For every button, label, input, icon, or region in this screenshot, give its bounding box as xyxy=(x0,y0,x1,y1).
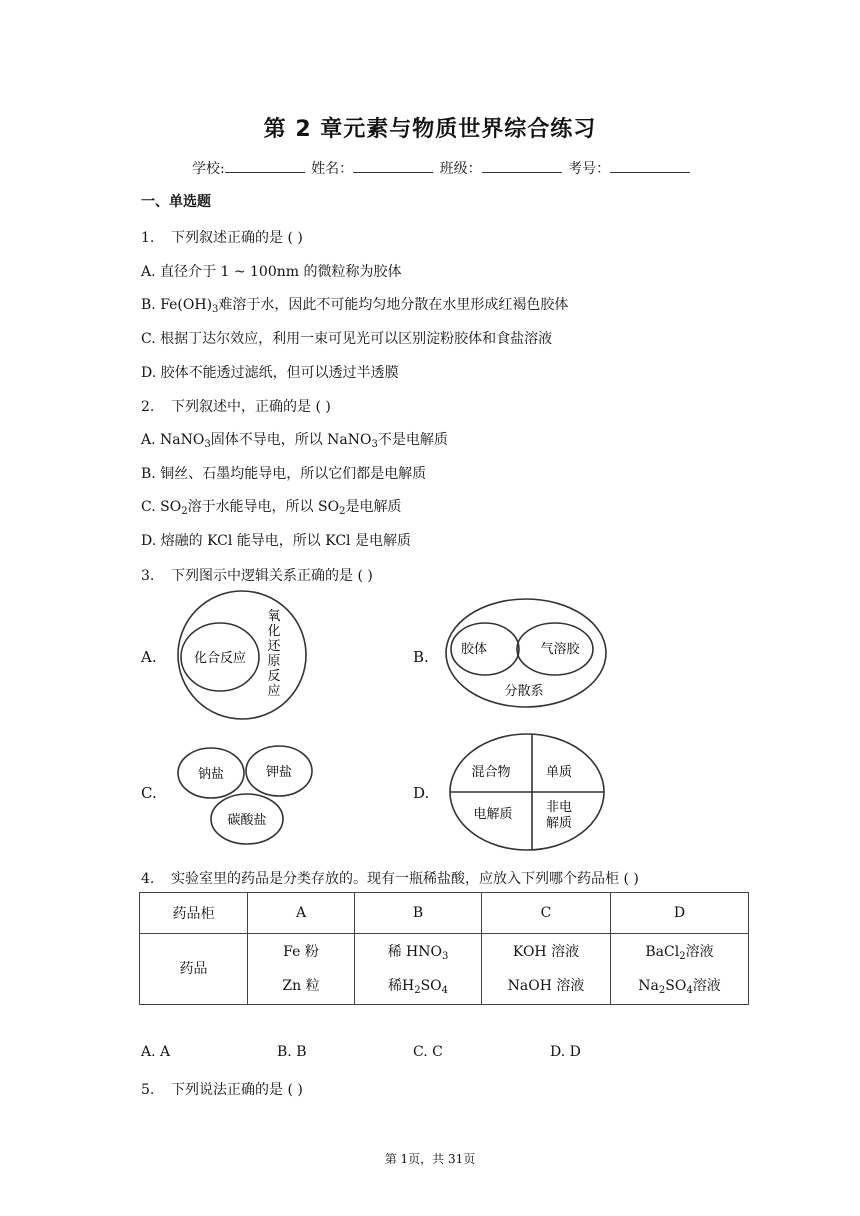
cell-a-2: Zn 粒 xyxy=(282,978,320,994)
page-title: 第 2 章元素与物质世界综合练习 xyxy=(263,117,597,142)
a-outer-char: 还 xyxy=(267,639,281,654)
q4-stem xyxy=(141,868,639,888)
q1-b-sub: 3 xyxy=(212,304,219,315)
a-outer-char: 氧 xyxy=(267,609,281,624)
cell-d-1 xyxy=(612,935,747,969)
section-heading: 一、单选题 xyxy=(141,194,211,210)
name-label: 姓名： xyxy=(311,161,354,177)
q1-number: 1. xyxy=(141,230,155,246)
q1-stem xyxy=(141,227,303,247)
d-bottom-left-label: 电解质 xyxy=(473,807,513,822)
q2-a-sub2: 3 xyxy=(371,439,378,450)
d1-sub: 2 xyxy=(679,951,686,962)
q1-b-post: 难溶于水，因此不可能均匀地分散在水里形成红褐色胶体 xyxy=(218,297,569,313)
cell-c-2: NaOH 溶液 xyxy=(507,978,585,994)
b-outer-label: 分散系 xyxy=(504,684,544,699)
d-top-right-label: 单质 xyxy=(545,765,573,780)
table-row xyxy=(140,934,749,1005)
class-blank xyxy=(482,159,562,173)
q5-stem xyxy=(141,1079,303,1099)
a-outer-char: 反 xyxy=(267,669,281,684)
header-cell: C xyxy=(482,893,611,934)
cell-a xyxy=(248,934,355,1005)
q3-diagram-d xyxy=(446,730,610,856)
d2-post: 溶液 xyxy=(692,978,721,994)
d-top-left-label: 混合物 xyxy=(471,765,511,780)
cell-b-1 xyxy=(356,935,480,969)
q4-option-d: D. D xyxy=(550,1044,581,1060)
d1-post: 溶液 xyxy=(685,944,714,960)
cabinet-table xyxy=(139,892,749,1005)
cell-d-2 xyxy=(612,969,747,1003)
q2-stem xyxy=(141,396,331,416)
q4-number: 4. xyxy=(141,871,155,887)
q2-option-a xyxy=(141,429,448,449)
cell-c-1: KOH 溶液 xyxy=(512,944,580,960)
table-header-row xyxy=(140,893,749,934)
number-blank xyxy=(610,159,690,173)
q2-option-c xyxy=(141,496,401,516)
q1-stem-text: 下列叙述正确的是 ( ) xyxy=(171,230,303,246)
c-label-2: 钾盐 xyxy=(265,765,293,780)
b1-sub: 3 xyxy=(442,951,449,962)
school-blank xyxy=(225,159,305,173)
header-cell: 药品柜 xyxy=(140,893,248,934)
q2-c-part3: 是电解质 xyxy=(345,499,402,515)
q4-option-b: B. B xyxy=(277,1044,307,1060)
page-footer: 第 1页，共 31页 xyxy=(384,1152,476,1166)
q1-option-a: A. 直径介于 1 ~ 100nm 的微粒称为胶体 xyxy=(141,264,402,280)
a-outer-char: 化 xyxy=(267,624,281,639)
b1-text: 稀 HNO xyxy=(387,944,442,960)
number-label: 考号： xyxy=(568,161,611,177)
q3-label-d: D. xyxy=(413,784,430,802)
q2-number: 2. xyxy=(141,399,155,415)
q3-diagram-b xyxy=(443,596,611,712)
q5-number: 5. xyxy=(141,1082,155,1098)
b-right-label: 气溶胶 xyxy=(540,642,580,657)
b2-mid: SO xyxy=(420,978,442,994)
c-label-1: 钠盐 xyxy=(197,767,225,782)
q3-stem-text: 下列图示中逻辑关系正确的是 ( ) xyxy=(171,568,373,584)
class-label: 班级： xyxy=(439,161,482,177)
row-label-cell: 药品 xyxy=(140,934,248,1005)
q1-b-pre: B. Fe(OH) xyxy=(141,297,213,313)
b2-text: 稀H xyxy=(387,978,415,994)
d-bottom-right-label-1: 非电 xyxy=(545,800,573,815)
student-info-line xyxy=(192,158,692,178)
q2-a-part1: A. NaNO xyxy=(141,432,205,448)
q2-c-part1: C. SO xyxy=(141,499,182,515)
cell-b-2 xyxy=(356,969,480,1003)
q2-a-part2: 固体不导电，所以 NaNO xyxy=(210,432,372,448)
q1-option-b xyxy=(141,294,568,314)
name-blank xyxy=(353,159,433,173)
a-outer-char: 原 xyxy=(267,654,281,669)
q3-label-b: B. xyxy=(413,648,429,666)
q3-stem xyxy=(141,565,373,585)
d2-sub1: 2 xyxy=(658,985,666,996)
cell-b xyxy=(355,934,482,1005)
q5-stem-text: 下列说法正确的是 ( ) xyxy=(171,1082,303,1098)
d2-mid: SO xyxy=(665,978,687,994)
q2-c-sub2: 2 xyxy=(339,506,346,517)
a-inner-label: 化合反应 xyxy=(193,651,247,666)
q1-option-c: C. 根据丁达尔效应，利用一束可见光可以区别淀粉胶体和食盐溶液 xyxy=(141,331,553,347)
q2-a-sub1: 3 xyxy=(204,439,211,450)
cell-a-1: Fe 粉 xyxy=(283,944,319,960)
q2-option-b: B. 铜丝、石墨均能导电，所以它们都是电解质 xyxy=(141,466,427,482)
c-label-3: 碳酸盐 xyxy=(227,813,267,828)
b2-sub2: 4 xyxy=(441,985,449,996)
header-cell: A xyxy=(248,893,355,934)
q3-label-a: A. xyxy=(141,648,157,666)
header-cell: B xyxy=(355,893,482,934)
q1-option-d: D. 胶体不能透过滤纸，但可以透过半透膜 xyxy=(141,365,399,381)
cell-c xyxy=(482,934,611,1005)
q4-option-a: A. A xyxy=(141,1044,171,1060)
d2-text: Na xyxy=(638,978,659,994)
q2-c-part2: 溶于水能导电，所以 SO xyxy=(187,499,340,515)
q4-option-c: C. C xyxy=(413,1044,443,1060)
q2-c-sub1: 2 xyxy=(181,506,188,517)
q2-a-part3: 不是电解质 xyxy=(377,432,448,448)
q3-label-c: C. xyxy=(141,784,157,802)
q3-diagram-a xyxy=(160,588,320,723)
b2-sub1: 2 xyxy=(414,985,421,996)
q2-option-d: D. 熔融的 KCl 能导电，所以 KCl 是电解质 xyxy=(141,533,411,549)
q3-number: 3. xyxy=(141,568,155,584)
school-label: 学校: xyxy=(192,161,225,177)
q4-stem-text: 实验室里的药品是分类存放的。现有一瓶稀盐酸，应放入下列哪个药品柜 ( ) xyxy=(171,871,639,887)
d1-text: BaCl xyxy=(645,944,680,960)
b-left-label: 胶体 xyxy=(460,642,488,657)
cell-d xyxy=(611,934,749,1005)
d-bottom-right-label-2: 解质 xyxy=(545,816,573,831)
a-outer-char: 应 xyxy=(267,684,281,699)
d2-sub2: 4 xyxy=(686,985,693,996)
q2-stem-text: 下列叙述中，正确的是 ( ) xyxy=(171,399,331,415)
header-cell: D xyxy=(611,893,749,934)
q3-diagram-c xyxy=(172,740,320,848)
